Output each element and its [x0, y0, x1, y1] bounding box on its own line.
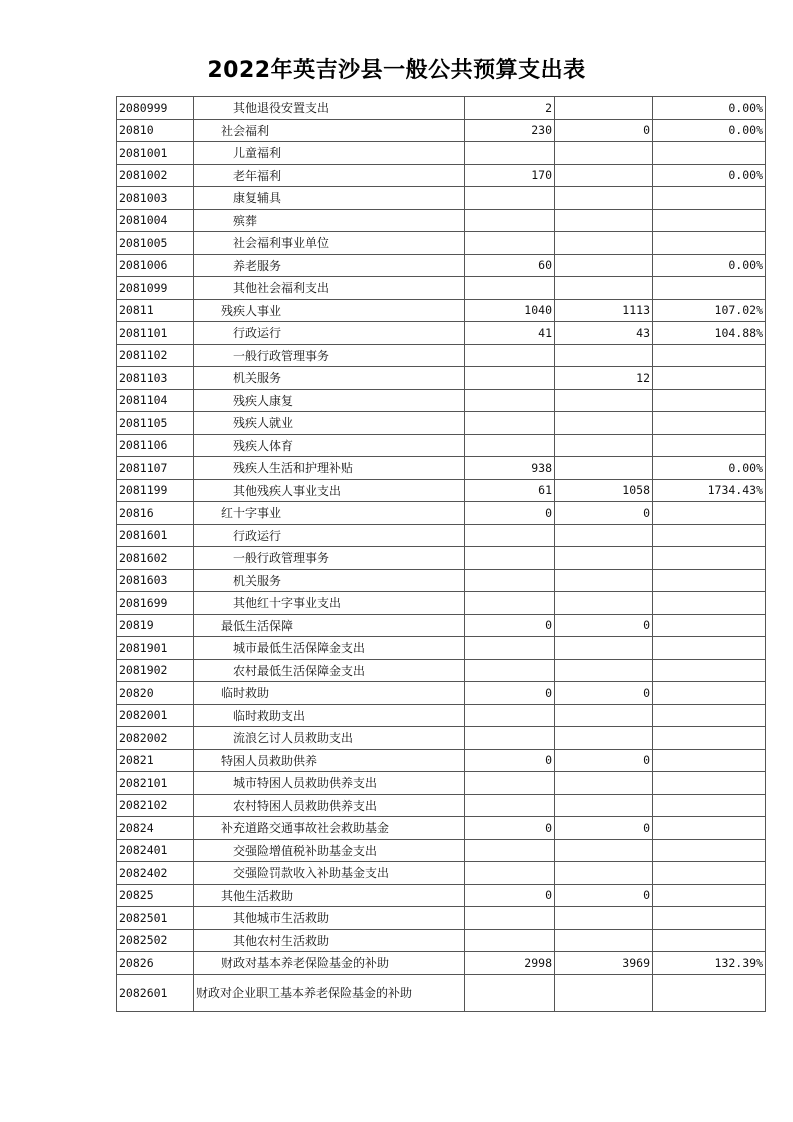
item-name-cell: 儿童福利	[194, 142, 465, 165]
table-row	[117, 592, 766, 615]
budget-value-cell: 0	[465, 682, 555, 705]
item-name-cell: 老年福利	[194, 164, 465, 187]
budget-value-cell: 0	[465, 502, 555, 525]
budget-value-cell	[465, 524, 555, 547]
table-row	[117, 367, 766, 390]
budget-value-cell: 1040	[465, 299, 555, 322]
item-name-cell: 行政运行	[194, 524, 465, 547]
actual-value-cell	[555, 232, 653, 255]
percent-cell	[653, 884, 766, 907]
table-row	[117, 884, 766, 907]
item-name-cell: 社会福利事业单位	[194, 232, 465, 255]
budget-value-cell	[465, 907, 555, 930]
budget-value-cell	[465, 794, 555, 817]
item-name-cell: 残疾人生活和护理补贴	[194, 457, 465, 480]
actual-value-cell	[555, 457, 653, 480]
actual-value-cell: 0	[555, 119, 653, 142]
actual-value-cell	[555, 704, 653, 727]
budget-value-cell	[465, 839, 555, 862]
budget-value-cell: 2	[465, 97, 555, 120]
item-code-cell: 2080999	[117, 97, 194, 120]
percent-cell	[653, 749, 766, 772]
item-name-cell: 残疾人体育	[194, 434, 465, 457]
item-code-cell: 2081099	[117, 277, 194, 300]
item-name-cell: 残疾人事业	[194, 299, 465, 322]
item-name-cell: 其他城市生活救助	[194, 907, 465, 930]
budget-value-cell	[465, 344, 555, 367]
table-row	[117, 434, 766, 457]
budget-value-cell: 0	[465, 817, 555, 840]
actual-value-cell	[555, 434, 653, 457]
percent-cell	[653, 817, 766, 840]
item-name-cell: 机关服务	[194, 569, 465, 592]
budget-value-cell: 938	[465, 457, 555, 480]
item-code-cell: 2081001	[117, 142, 194, 165]
budget-value-cell: 230	[465, 119, 555, 142]
item-code-cell: 2081902	[117, 659, 194, 682]
item-code-cell: 2082402	[117, 862, 194, 885]
percent-cell	[653, 727, 766, 750]
table-row	[117, 817, 766, 840]
budget-value-cell	[465, 142, 555, 165]
actual-value-cell	[555, 547, 653, 570]
budget-value-cell	[465, 412, 555, 435]
item-code-cell: 2081106	[117, 434, 194, 457]
item-name-cell: 残疾人就业	[194, 412, 465, 435]
item-code-cell: 2081102	[117, 344, 194, 367]
percent-cell	[653, 704, 766, 727]
percent-cell	[653, 389, 766, 412]
actual-value-cell	[555, 389, 653, 412]
item-code-cell: 2081101	[117, 322, 194, 345]
item-name-cell: 最低生活保障	[194, 614, 465, 637]
actual-value-cell: 0	[555, 502, 653, 525]
item-name-cell: 养老服务	[194, 254, 465, 277]
item-code-cell: 20820	[117, 682, 194, 705]
actual-value-cell	[555, 862, 653, 885]
budget-table-body	[117, 97, 766, 1012]
budget-value-cell	[465, 367, 555, 390]
item-code-cell: 2081601	[117, 524, 194, 547]
item-code-cell: 20819	[117, 614, 194, 637]
item-code-cell: 2081105	[117, 412, 194, 435]
actual-value-cell	[555, 187, 653, 210]
item-code-cell: 2081005	[117, 232, 194, 255]
table-row	[117, 637, 766, 660]
budget-value-cell: 2998	[465, 952, 555, 975]
table-row	[117, 704, 766, 727]
percent-cell	[653, 524, 766, 547]
item-code-cell: 2081699	[117, 592, 194, 615]
table-row	[117, 479, 766, 502]
table-row	[117, 344, 766, 367]
actual-value-cell	[555, 637, 653, 660]
table-row	[117, 929, 766, 952]
item-code-cell: 2081004	[117, 209, 194, 232]
item-code-cell: 20825	[117, 884, 194, 907]
actual-value-cell	[555, 97, 653, 120]
item-name-cell: 社会福利	[194, 119, 465, 142]
percent-cell: 0.00%	[653, 457, 766, 480]
item-name-cell: 农村特困人员救助供养支出	[194, 794, 465, 817]
percent-cell	[653, 862, 766, 885]
table-row	[117, 164, 766, 187]
budget-value-cell	[465, 592, 555, 615]
table-row	[117, 727, 766, 750]
item-name-cell: 其他残疾人事业支出	[194, 479, 465, 502]
actual-value-cell: 12	[555, 367, 653, 390]
percent-cell	[653, 592, 766, 615]
item-code-cell: 2081103	[117, 367, 194, 390]
item-code-cell: 2081603	[117, 569, 194, 592]
budget-value-cell	[465, 277, 555, 300]
budget-value-cell	[465, 637, 555, 660]
actual-value-cell	[555, 524, 653, 547]
actual-value-cell	[555, 794, 653, 817]
percent-cell: 107.02%	[653, 299, 766, 322]
actual-value-cell	[555, 659, 653, 682]
table-row	[117, 839, 766, 862]
item-code-cell: 2082502	[117, 929, 194, 952]
budget-value-cell: 61	[465, 479, 555, 502]
percent-cell	[653, 187, 766, 210]
percent-cell: 104.88%	[653, 322, 766, 345]
actual-value-cell: 0	[555, 749, 653, 772]
item-name-cell: 城市特困人员救助供养支出	[194, 772, 465, 795]
percent-cell: 132.39%	[653, 952, 766, 975]
item-code-cell: 2081901	[117, 637, 194, 660]
budget-value-cell	[465, 389, 555, 412]
table-row	[117, 412, 766, 435]
actual-value-cell	[555, 209, 653, 232]
table-row	[117, 682, 766, 705]
percent-cell	[653, 569, 766, 592]
table-row	[117, 659, 766, 682]
item-name-cell: 临时救助支出	[194, 704, 465, 727]
item-code-cell: 2081199	[117, 479, 194, 502]
item-code-cell: 2081006	[117, 254, 194, 277]
actual-value-cell	[555, 412, 653, 435]
budget-value-cell	[465, 772, 555, 795]
actual-value-cell	[555, 254, 653, 277]
table-row	[117, 952, 766, 975]
item-name-cell: 其他退役安置支出	[194, 97, 465, 120]
percent-cell	[653, 502, 766, 525]
item-code-cell: 20821	[117, 749, 194, 772]
percent-cell	[653, 434, 766, 457]
table-row	[117, 547, 766, 570]
item-name-cell: 财政对企业职工基本养老保险基金的补助	[194, 974, 465, 1011]
item-code-cell: 2081104	[117, 389, 194, 412]
percent-cell: 0.00%	[653, 254, 766, 277]
table-row	[117, 389, 766, 412]
budget-value-cell	[465, 187, 555, 210]
item-code-cell: 2082002	[117, 727, 194, 750]
budget-value-cell: 170	[465, 164, 555, 187]
item-name-cell: 特困人员救助供养	[194, 749, 465, 772]
actual-value-cell	[555, 277, 653, 300]
actual-value-cell	[555, 164, 653, 187]
actual-value-cell: 0	[555, 884, 653, 907]
budget-value-cell: 0	[465, 884, 555, 907]
table-row	[117, 187, 766, 210]
item-name-cell: 残疾人康复	[194, 389, 465, 412]
budget-value-cell: 41	[465, 322, 555, 345]
percent-cell	[653, 232, 766, 255]
item-name-cell: 康复辅具	[194, 187, 465, 210]
budget-value-cell	[465, 727, 555, 750]
percent-cell	[653, 907, 766, 930]
item-code-cell: 2082102	[117, 794, 194, 817]
budget-value-cell	[465, 232, 555, 255]
percent-cell: 1734.43%	[653, 479, 766, 502]
item-name-cell: 一般行政管理事务	[194, 547, 465, 570]
actual-value-cell	[555, 569, 653, 592]
table-row	[117, 457, 766, 480]
percent-cell	[653, 637, 766, 660]
budget-value-cell	[465, 659, 555, 682]
table-row	[117, 322, 766, 345]
table-row	[117, 524, 766, 547]
budget-value-cell	[465, 862, 555, 885]
actual-value-cell	[555, 344, 653, 367]
percent-cell	[653, 794, 766, 817]
actual-value-cell	[555, 772, 653, 795]
table-row	[117, 772, 766, 795]
item-code-cell: 20811	[117, 299, 194, 322]
item-code-cell: 2082001	[117, 704, 194, 727]
actual-value-cell	[555, 907, 653, 930]
budget-value-cell	[465, 974, 555, 1011]
budget-value-cell: 0	[465, 614, 555, 637]
table-row	[117, 254, 766, 277]
budget-value-cell: 0	[465, 749, 555, 772]
table-row	[117, 119, 766, 142]
table-row	[117, 299, 766, 322]
actual-value-cell: 1113	[555, 299, 653, 322]
item-name-cell: 交强险增值税补助基金支出	[194, 839, 465, 862]
item-code-cell: 2081003	[117, 187, 194, 210]
budget-value-cell: 60	[465, 254, 555, 277]
percent-cell	[653, 344, 766, 367]
percent-cell	[653, 367, 766, 390]
page-title: 2022年英吉沙县一般公共预算支出表	[207, 58, 586, 83]
percent-cell	[653, 412, 766, 435]
item-name-cell: 其他社会福利支出	[194, 277, 465, 300]
table-row	[117, 232, 766, 255]
table-row	[117, 862, 766, 885]
percent-cell	[653, 277, 766, 300]
table-row	[117, 569, 766, 592]
item-name-cell: 其他农村生活救助	[194, 929, 465, 952]
item-name-cell: 机关服务	[194, 367, 465, 390]
actual-value-cell	[555, 929, 653, 952]
table-row	[117, 907, 766, 930]
item-code-cell: 2082601	[117, 974, 194, 1011]
table-row	[117, 97, 766, 120]
item-code-cell: 2082401	[117, 839, 194, 862]
actual-value-cell: 3969	[555, 952, 653, 975]
actual-value-cell: 0	[555, 817, 653, 840]
item-name-cell: 交强险罚款收入补助基金支出	[194, 862, 465, 885]
table-row	[117, 209, 766, 232]
item-name-cell: 补充道路交通事故社会救助基金	[194, 817, 465, 840]
percent-cell	[653, 974, 766, 1011]
budget-value-cell	[465, 434, 555, 457]
item-name-cell: 殡葬	[194, 209, 465, 232]
item-name-cell: 其他红十字事业支出	[194, 592, 465, 615]
item-code-cell: 2081002	[117, 164, 194, 187]
actual-value-cell	[555, 142, 653, 165]
table-row	[117, 794, 766, 817]
actual-value-cell: 1058	[555, 479, 653, 502]
budget-value-cell	[465, 547, 555, 570]
actual-value-cell	[555, 727, 653, 750]
percent-cell	[653, 209, 766, 232]
percent-cell	[653, 659, 766, 682]
item-name-cell: 行政运行	[194, 322, 465, 345]
table-row	[117, 614, 766, 637]
item-code-cell: 20816	[117, 502, 194, 525]
percent-cell	[653, 614, 766, 637]
item-name-cell: 流浪乞讨人员救助支出	[194, 727, 465, 750]
budget-value-cell	[465, 569, 555, 592]
actual-value-cell: 0	[555, 682, 653, 705]
percent-cell: 0.00%	[653, 119, 766, 142]
percent-cell	[653, 547, 766, 570]
item-name-cell: 其他生活救助	[194, 884, 465, 907]
table-row	[117, 277, 766, 300]
percent-cell	[653, 682, 766, 705]
item-code-cell: 20810	[117, 119, 194, 142]
actual-value-cell: 43	[555, 322, 653, 345]
actual-value-cell	[555, 839, 653, 862]
item-code-cell: 2082101	[117, 772, 194, 795]
item-code-cell: 2081602	[117, 547, 194, 570]
item-name-cell: 一般行政管理事务	[194, 344, 465, 367]
item-name-cell: 临时救助	[194, 682, 465, 705]
budget-value-cell	[465, 209, 555, 232]
item-code-cell: 2081107	[117, 457, 194, 480]
table-row	[117, 142, 766, 165]
actual-value-cell	[555, 592, 653, 615]
actual-value-cell: 0	[555, 614, 653, 637]
budget-value-cell	[465, 704, 555, 727]
item-code-cell: 2082501	[117, 907, 194, 930]
item-name-cell: 红十字事业	[194, 502, 465, 525]
percent-cell	[653, 839, 766, 862]
item-code-cell: 20824	[117, 817, 194, 840]
percent-cell	[653, 929, 766, 952]
table-row	[117, 974, 766, 1011]
table-row	[117, 749, 766, 772]
actual-value-cell	[555, 974, 653, 1011]
percent-cell: 0.00%	[653, 164, 766, 187]
item-name-cell: 城市最低生活保障金支出	[194, 637, 465, 660]
table-row	[117, 502, 766, 525]
budget-value-cell	[465, 929, 555, 952]
item-name-cell: 农村最低生活保障金支出	[194, 659, 465, 682]
item-name-cell: 财政对基本养老保险基金的补助	[194, 952, 465, 975]
percent-cell: 0.00%	[653, 97, 766, 120]
percent-cell	[653, 142, 766, 165]
budget-table	[116, 96, 766, 1012]
percent-cell	[653, 772, 766, 795]
item-code-cell: 20826	[117, 952, 194, 975]
